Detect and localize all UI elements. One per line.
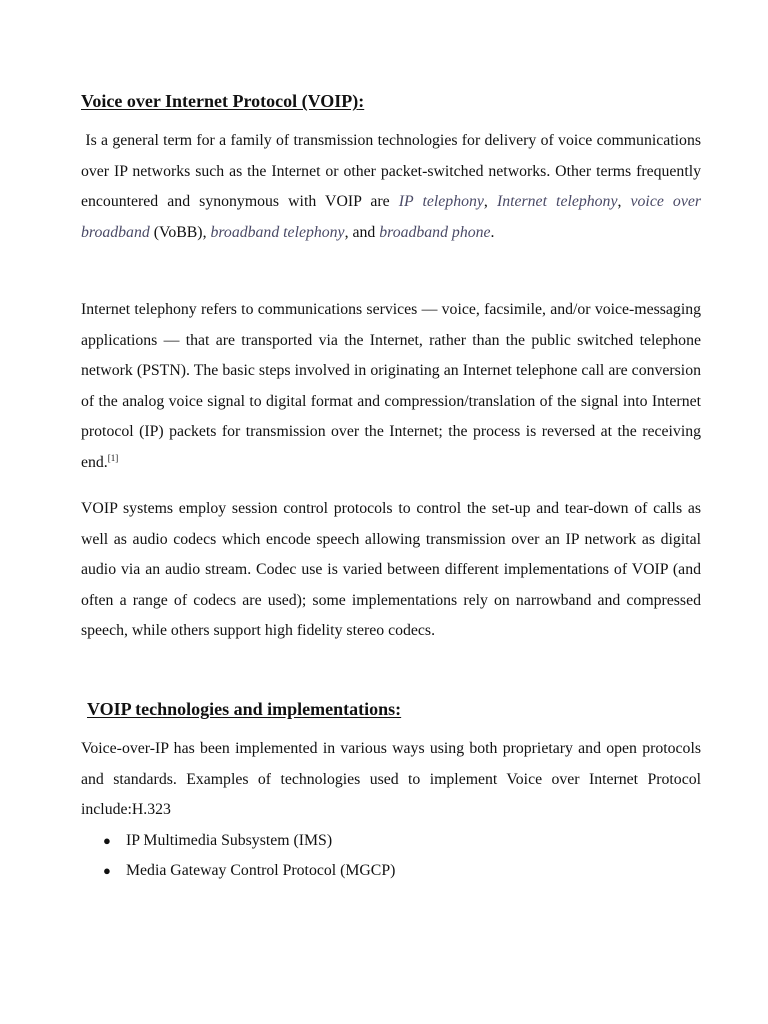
list-item: [103, 826, 395, 856]
term-broadband-telephony: broadband telephony: [210, 223, 345, 241]
voip-systems-paragraph: [81, 494, 701, 647]
separator-text: ,: [483, 193, 497, 210]
separator-text: .: [490, 223, 495, 241]
voip-heading-colon: :: [358, 91, 365, 111]
list-item-text: Media Gateway Control Protocol (MGCP): [126, 862, 396, 879]
separator-text: ,: [617, 193, 631, 210]
voip-definition-paragraph: [81, 126, 701, 248]
voip-systems-text: VOIP systems employ session control protocols to control the set-up and tear-down of calls as well as audio codecs which encode speech allowing transmission over an IP network as digital audio via an audio stream. Codec use is varied between different implementations of VOIP (and often a range of codecs are used); some implementations rely on narrowband and compressed speech, while others support high fidelity stereo codecs.: [81, 500, 701, 639]
voip-technologies-heading: VOIP technologies and implementations:: [87, 699, 402, 719]
implementations-paragraph: [81, 734, 701, 826]
term-internet-telephony: Internet telephony: [496, 193, 618, 210]
bullet-icon: ●: [103, 833, 111, 848]
technologies-list: [103, 826, 395, 886]
term-broadband-phone: broadband phone: [379, 223, 491, 241]
bullet-icon: ●: [103, 863, 111, 878]
internet-telephony-text: Internet telephony refers to communications services — voice, facsimile, and/or voice-messaging applications — that are transported via the Internet, rather than the public switched telephone network (PSTN). The basic steps involved in originating an Internet telephone call are conversion of the analog voice signal to digital format and compression/translation of the signal into Internet protocol (IP) packets for transmission over the Internet; the process is reversed at the receiving end.: [81, 301, 701, 471]
list-item-text: IP Multimedia Subsystem (IMS): [126, 832, 333, 849]
separator-text: , and: [344, 223, 380, 241]
implementations-text: Voice-over-IP has been implemented in various ways using both proprietary and open protocols and standards. Examples of technologies used to implement Voice over Internet Protocol include:H.323: [81, 740, 701, 818]
definition-lead-text: Is a general term for a family of transmission technologies for delivery of voice communications over IP networks such as the Internet or other packet-switched networks. Other terms frequently encountered and synonymous with VOIP are: [81, 132, 701, 210]
voip-heading-text: Voice over Internet Protocol (VOIP): [81, 91, 359, 111]
internet-telephony-paragraph: [81, 295, 701, 478]
voip-heading: [81, 91, 364, 112]
list-item: [103, 856, 395, 886]
term-voice-over-broadband: voice over broadband: [81, 193, 701, 241]
separator-text: (VoBB),: [149, 223, 211, 241]
term-ip-telephony: IP telephony: [398, 193, 484, 210]
citation-reference: [1]: [107, 452, 119, 463]
